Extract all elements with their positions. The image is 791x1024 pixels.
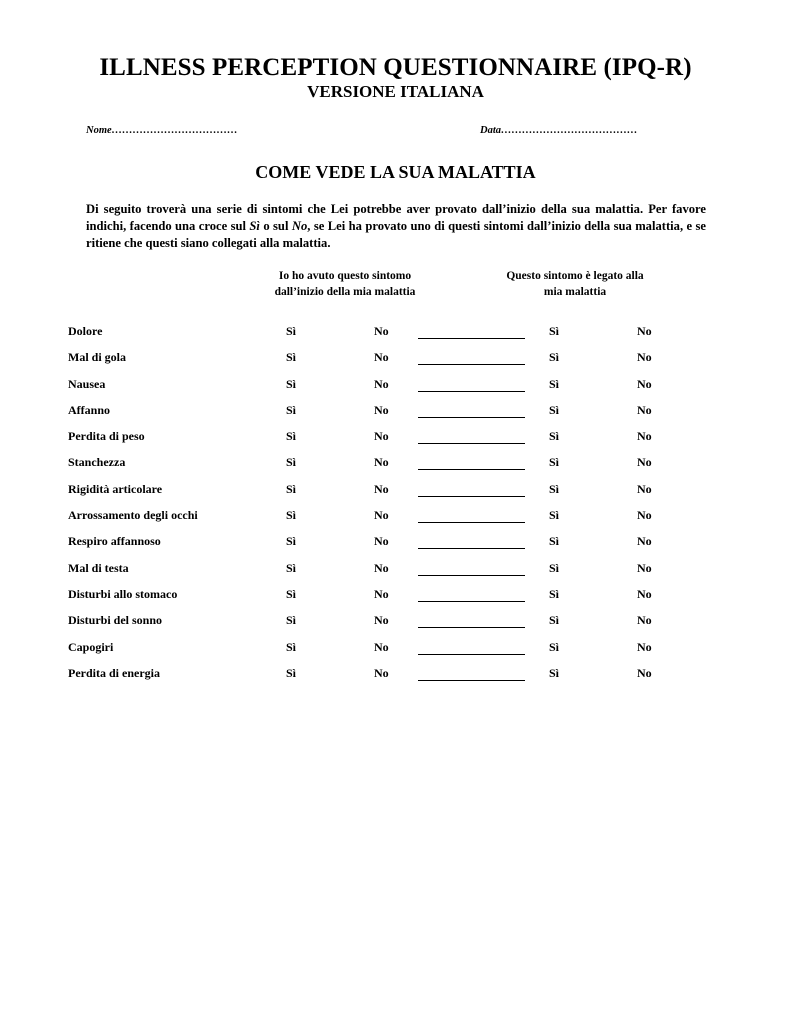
experienced-yes-option[interactable]: Sì [286, 613, 297, 628]
experienced-no-option[interactable]: No [374, 376, 389, 391]
answer-blank-line[interactable] [418, 350, 525, 365]
symptom-label: Arrossamento degli occhi [68, 508, 198, 523]
related-no-option[interactable]: No [637, 534, 652, 549]
section-title: COME VEDE LA SUA MALATTIA [255, 162, 536, 182]
column-header-experienced-line2: dall’inizio della mia malattia [274, 286, 416, 298]
experienced-no-option[interactable]: No [374, 350, 389, 365]
symptom-label: Respiro affannoso [68, 534, 161, 549]
symptom-row [0, 377, 791, 403]
answer-blank-line[interactable] [418, 429, 525, 444]
related-no-option[interactable]: No [637, 324, 652, 338]
column-header-experienced-line1: Io ho avuto questo sintomo [278, 270, 412, 282]
experienced-yes-option[interactable]: Sì [286, 455, 297, 470]
symptom-row [0, 482, 791, 508]
related-no-option[interactable]: No [637, 586, 652, 601]
date-field[interactable]: Data………………………………… [480, 125, 638, 136]
experienced-yes-option[interactable]: Sì [286, 639, 297, 654]
related-no-option[interactable]: No [637, 455, 652, 470]
related-yes-option[interactable]: Sì [549, 508, 560, 523]
answer-blank-line[interactable] [418, 534, 525, 549]
symptom-label: Stanchezza [68, 455, 126, 470]
experienced-yes-option[interactable]: Sì [286, 665, 297, 680]
symptom-label: Perdita di peso [68, 429, 145, 444]
symptom-row [0, 324, 791, 350]
answer-blank-line[interactable] [418, 613, 525, 628]
experienced-no-option[interactable]: No [374, 665, 389, 680]
related-yes-option[interactable]: Sì [549, 534, 560, 549]
experienced-no-option[interactable]: No [374, 534, 389, 549]
column-header-related-line1: Questo sintomo è legato alla [506, 270, 644, 282]
answer-blank-line[interactable] [418, 324, 525, 339]
experienced-yes-option[interactable]: Sì [286, 324, 297, 338]
related-yes-option[interactable]: Sì [549, 560, 560, 575]
answer-blank-line[interactable] [418, 640, 525, 655]
experienced-no-option[interactable]: No [374, 586, 389, 601]
related-yes-option[interactable]: Sì [549, 350, 560, 365]
symptom-label: Affanno [68, 402, 111, 417]
experienced-yes-option[interactable]: Sì [286, 508, 297, 523]
experienced-no-option[interactable]: No [374, 402, 389, 417]
symptom-row [0, 666, 791, 692]
page-subtitle: VERSIONE ITALIANA [307, 82, 484, 101]
experienced-yes-option[interactable]: Sì [286, 402, 297, 417]
related-no-option[interactable]: No [637, 639, 652, 654]
answer-blank-line[interactable] [418, 455, 525, 470]
related-no-option[interactable]: No [637, 481, 652, 496]
instructions-text-2: o sul [259, 219, 292, 233]
experienced-no-option[interactable]: No [374, 508, 389, 523]
instructions-text-3: , se Lei ha provato uno di questi sintomi dall’inizio della sua malattia, e se ritiene che questi siano collegati alla malattia. [86, 219, 706, 250]
instructions-no: No [291, 219, 308, 233]
experienced-no-option[interactable]: No [374, 639, 389, 654]
instructions-paragraph [86, 201, 706, 252]
related-no-option[interactable]: No [637, 376, 652, 391]
related-no-option[interactable]: No [637, 402, 652, 417]
answer-blank-line[interactable] [418, 377, 525, 392]
symptom-label: Rigidità articolare [68, 481, 163, 496]
related-yes-option[interactable]: Sì [549, 455, 560, 470]
symptom-row [0, 403, 791, 429]
related-yes-option[interactable]: Sì [549, 324, 560, 338]
symptom-label: Disturbi del sonno [68, 613, 163, 628]
answer-blank-line[interactable] [418, 482, 525, 497]
page-title: ILLNESS PERCEPTION QUESTIONNAIRE (IPQ-R) [99, 54, 692, 81]
related-no-option[interactable]: No [637, 665, 652, 680]
experienced-no-option[interactable]: No [374, 455, 389, 470]
related-yes-option[interactable]: Sì [549, 639, 560, 654]
experienced-yes-option[interactable]: Sì [286, 481, 297, 496]
related-no-option[interactable]: No [637, 508, 652, 523]
experienced-yes-option[interactable]: Sì [286, 586, 297, 601]
related-no-option[interactable]: No [637, 560, 652, 575]
name-field[interactable]: Nome……………………………… [86, 125, 238, 136]
symptom-row [0, 587, 791, 613]
experienced-yes-option[interactable]: Sì [286, 350, 297, 365]
symptom-row [0, 534, 791, 560]
experienced-no-option[interactable]: No [374, 560, 389, 575]
answer-blank-line[interactable] [418, 587, 525, 602]
symptom-row [0, 508, 791, 534]
answer-blank-line[interactable] [418, 508, 525, 523]
experienced-no-option[interactable]: No [374, 613, 389, 628]
column-header-related-line2: mia malattia [543, 286, 607, 298]
experienced-yes-option[interactable]: Sì [286, 534, 297, 549]
experienced-no-option[interactable]: No [374, 324, 389, 338]
symptom-label: Perdita di energia [68, 665, 160, 680]
answer-blank-line[interactable] [418, 403, 525, 418]
related-yes-option[interactable]: Sì [549, 586, 560, 601]
related-yes-option[interactable]: Sì [549, 402, 560, 417]
symptom-row [0, 455, 791, 481]
experienced-no-option[interactable]: No [374, 481, 389, 496]
column-header-related [480, 268, 670, 300]
answer-blank-line[interactable] [418, 561, 525, 576]
related-yes-option[interactable]: Sì [549, 376, 560, 391]
related-yes-option[interactable]: Sì [549, 665, 560, 680]
symptom-list [0, 324, 791, 692]
column-header-experienced [240, 268, 450, 300]
related-yes-option[interactable]: Sì [549, 481, 560, 496]
instructions-si: Sì [249, 219, 260, 233]
symptom-row [0, 613, 791, 639]
related-yes-option[interactable]: Sì [549, 429, 560, 444]
symptom-label: Mal di testa [68, 560, 129, 575]
related-no-option[interactable]: No [637, 350, 652, 365]
related-yes-option[interactable]: Sì [549, 613, 560, 628]
related-no-option[interactable]: No [637, 429, 652, 444]
experienced-yes-option[interactable]: Sì [286, 560, 297, 575]
answer-blank-line[interactable] [418, 666, 525, 681]
symptom-row [0, 640, 791, 666]
symptom-row [0, 350, 791, 376]
experienced-no-option[interactable]: No [374, 429, 389, 444]
experienced-yes-option[interactable]: Sì [286, 376, 297, 391]
symptom-label: Mal di gola [68, 350, 127, 365]
symptom-row [0, 561, 791, 587]
symptom-label: Nausea [68, 376, 106, 391]
symptom-label: Disturbi allo stomaco [68, 586, 178, 601]
symptom-label: Dolore [68, 324, 103, 338]
experienced-yes-option[interactable]: Sì [286, 429, 297, 444]
instructions-text-1: Di seguito troverà una serie di sintomi che Lei potrebbe aver provato dall’inizio della sua malattia. Per favore indichi, facendo una croce sul [86, 202, 706, 233]
symptom-row [0, 429, 791, 455]
symptom-label: Capogiri [68, 639, 114, 654]
related-no-option[interactable]: No [637, 613, 652, 628]
